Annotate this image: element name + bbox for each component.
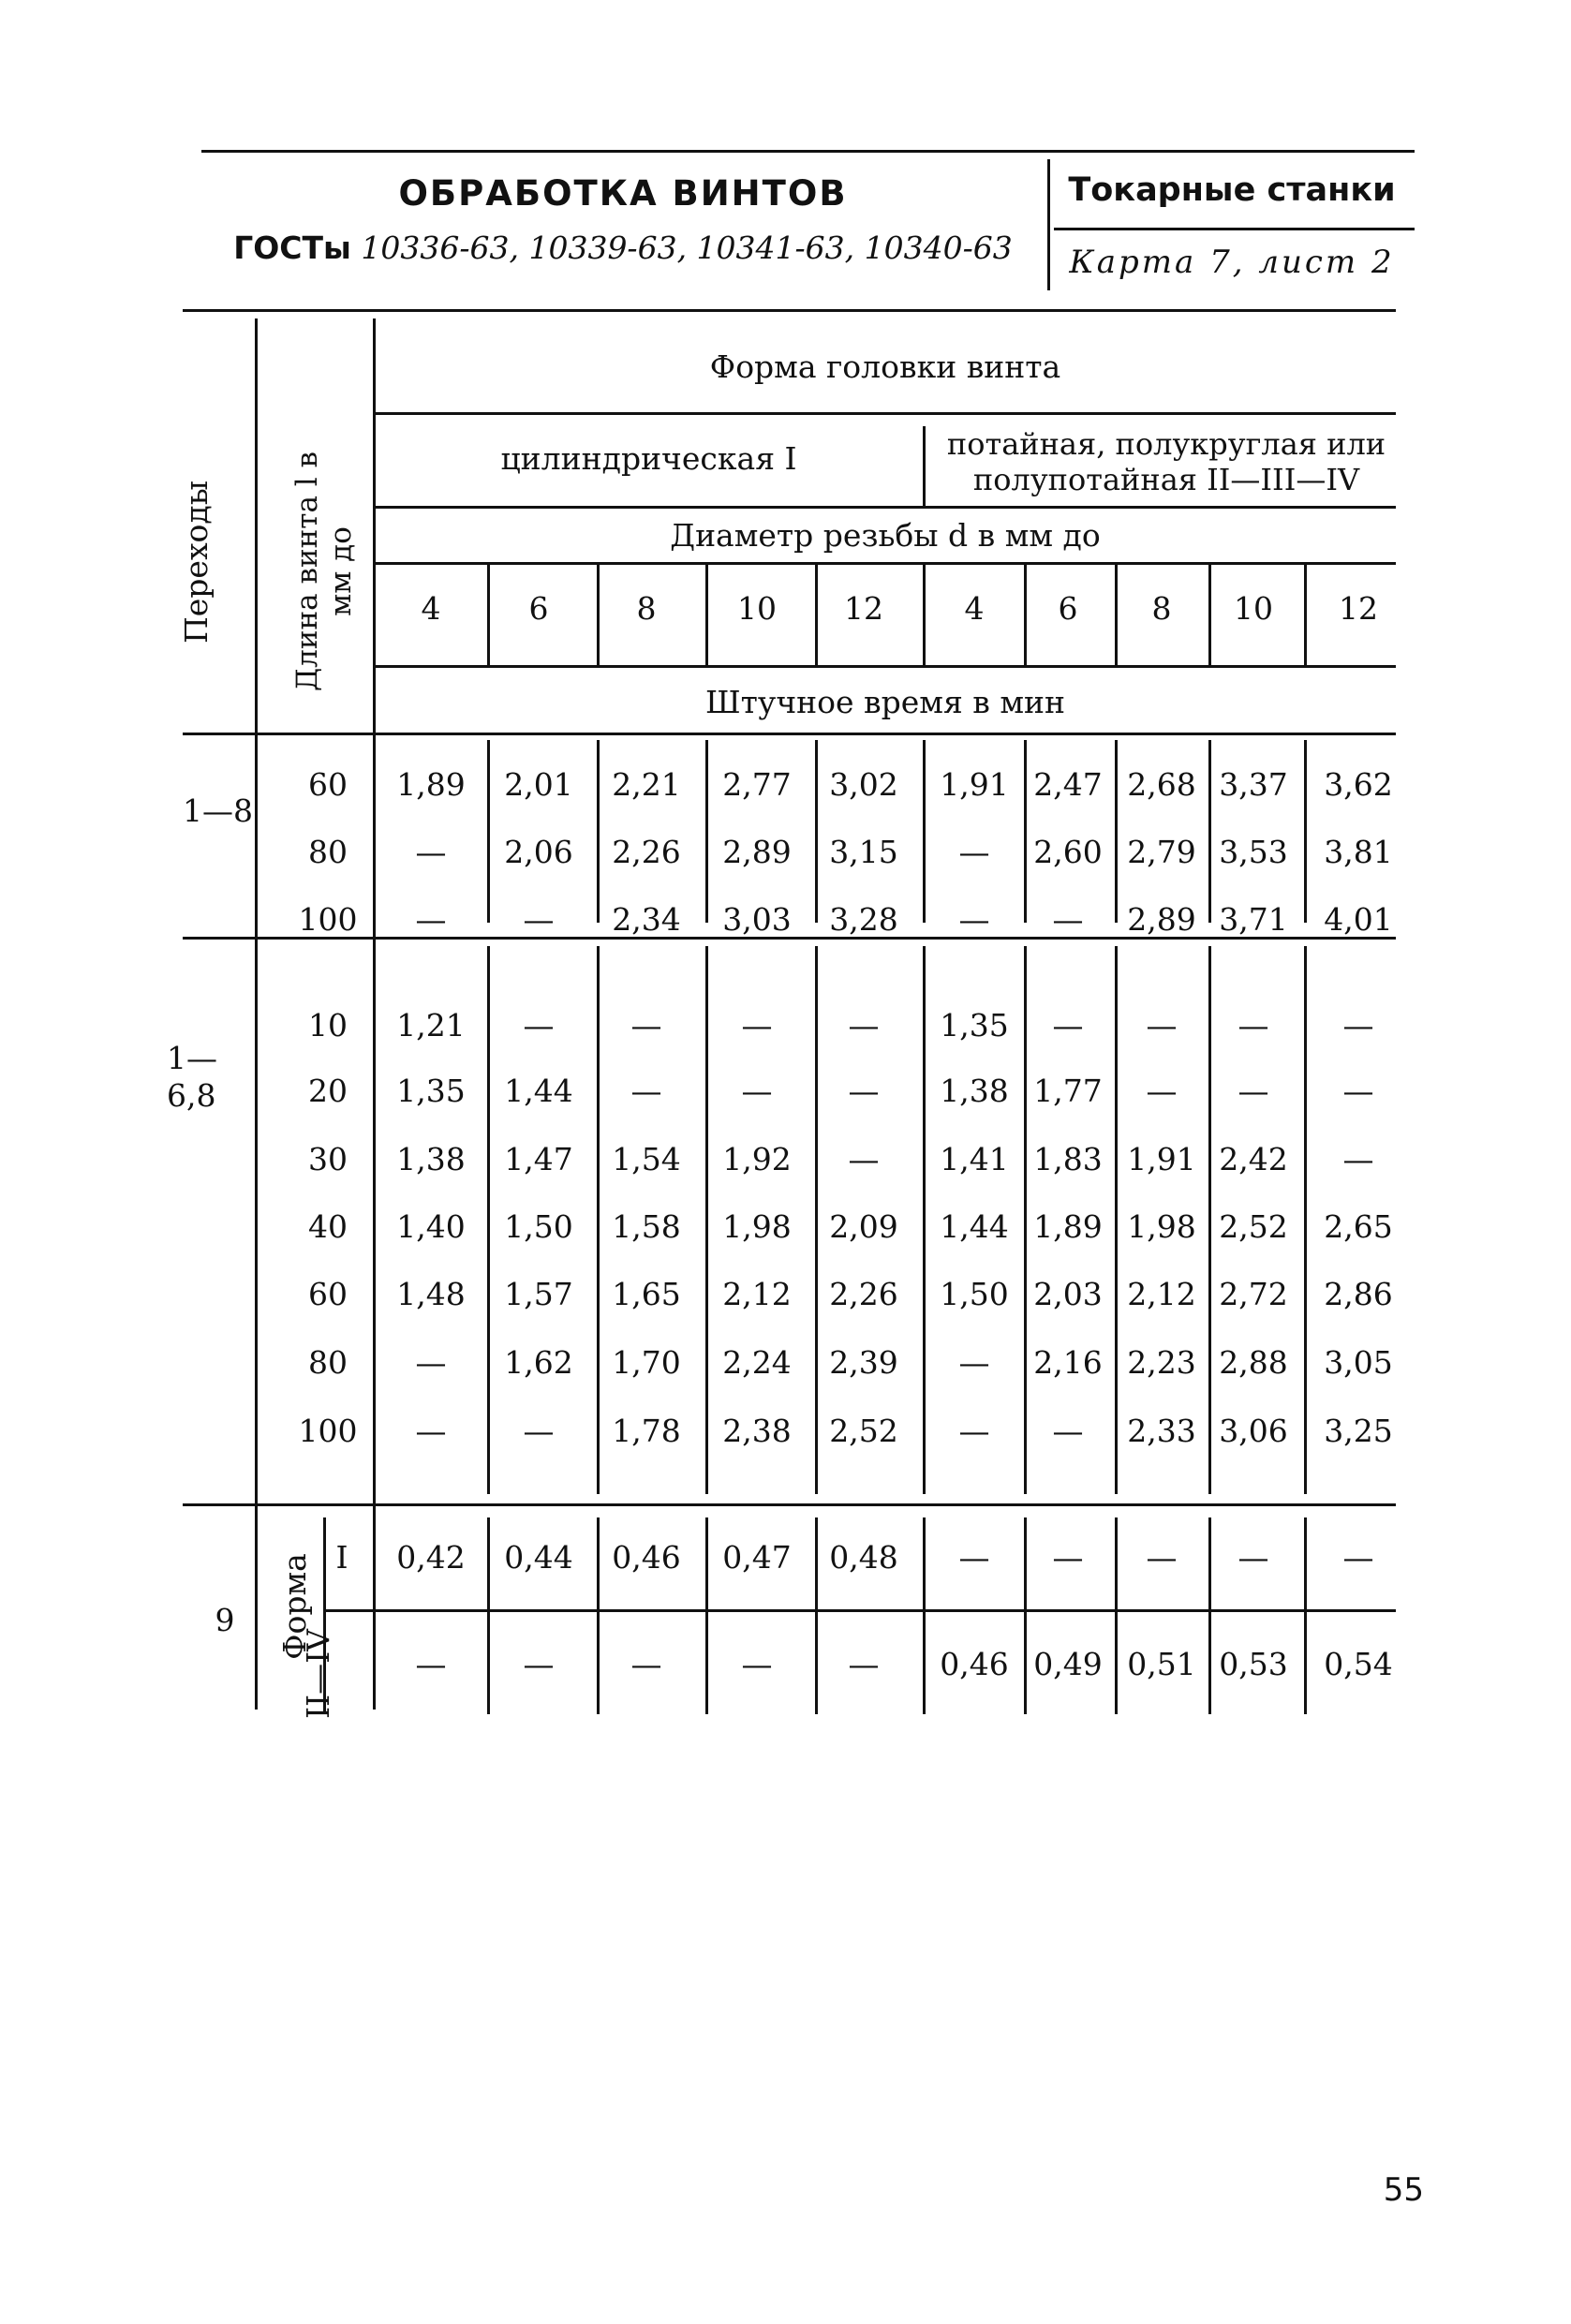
time-value: — [1052,901,1084,938]
time-value: — [741,1646,773,1682]
time-value: 3,05 [1324,1344,1393,1381]
time-value: 1,50 [504,1208,573,1245]
head-form-header: Форма головки винта [709,348,1061,385]
time-value: — [958,1344,990,1381]
diameter-value: 4 [964,590,985,627]
time-value: 1,70 [612,1344,681,1381]
length-value: 100 [298,1413,358,1449]
diameter-value: 8 [636,590,657,627]
time-value: — [1238,1539,1269,1576]
time-value: 0,42 [396,1539,466,1576]
gost-numbers: 10336-63, 10339-63, 10341-63, 10340-63 [361,229,1013,266]
time-value: 2,39 [829,1344,898,1381]
diameter-header: Диаметр резьбы d в мм до [670,517,1101,554]
time-value: — [958,834,990,870]
time-value: 0,47 [722,1539,792,1576]
column-divider [705,562,708,665]
time-value: 2,34 [612,901,681,938]
time-value: — [958,901,990,938]
time-value: — [1146,1007,1178,1044]
time-value: 2,12 [722,1276,792,1312]
time-value: 1,38 [396,1141,466,1177]
time-value: — [630,1646,662,1682]
time-value: 2,16 [1033,1344,1103,1381]
time-value: 3,28 [829,901,898,938]
time-value: — [630,1073,662,1109]
time-value: 0,44 [504,1539,573,1576]
time-value: 3,06 [1219,1413,1288,1449]
time-value: 2,26 [612,834,681,870]
time-value: 3,71 [1219,901,1288,938]
time-value: — [415,901,447,938]
time-value: — [630,1007,662,1044]
time-value: 1,65 [612,1276,681,1312]
form-sublabel: Форма [276,1553,313,1660]
diameter-value: 6 [1058,590,1078,627]
time-value: 3,25 [1324,1413,1393,1449]
diameter-value: 4 [421,590,441,627]
time-value: 2,23 [1127,1344,1196,1381]
time-value: 3,81 [1324,834,1393,870]
time-value: 0,54 [1324,1646,1393,1682]
time-value: 1,89 [396,766,466,803]
transitions-header: Переходы [178,480,215,644]
time-value: — [1052,1539,1084,1576]
time-value: — [958,1539,990,1576]
gost-line [201,229,1045,266]
length-value: 20 [308,1073,348,1109]
length-value: I [335,1539,348,1576]
time-value: 2,52 [1219,1208,1288,1245]
time-value: 0,51 [1127,1646,1196,1682]
time-value: 1,58 [612,1208,681,1245]
length-value: 10 [308,1007,348,1044]
time-value: 1,62 [504,1344,573,1381]
time-value: — [848,1073,880,1109]
page-number: 55 [1383,2171,1424,2209]
time-value: — [523,1646,555,1682]
time-value: 2,89 [1127,901,1196,938]
machine-type: Токарные станки [1068,171,1396,209]
time-value: 3,62 [1324,766,1393,803]
time-value: 2,38 [722,1413,792,1449]
length-value: 80 [308,834,348,870]
countersunk-group-header: потайная, полукруглая или полупотайная II—III—IV [946,426,1386,497]
time-value: — [523,1007,555,1044]
column-divider [487,562,490,665]
time-value: — [415,834,447,870]
time-value: — [1238,1007,1269,1044]
time-value: — [741,1007,773,1044]
time-value: 2,60 [1033,834,1103,870]
time-value: 0,48 [829,1539,898,1576]
time-value: — [1238,1073,1269,1109]
time-value: 1,38 [940,1073,1009,1109]
column-divider [923,562,926,665]
diameter-value: 10 [737,590,777,627]
time-value: 4,01 [1324,901,1393,938]
time-value: 2,42 [1219,1141,1288,1177]
time-value: 1,57 [504,1276,573,1312]
time-value: 0,49 [1033,1646,1103,1682]
time-value: 2,12 [1127,1276,1196,1312]
time-value: 2,88 [1219,1344,1288,1381]
time-value: — [415,1344,447,1381]
time-value: — [848,1646,880,1682]
time-value: 3,37 [1219,766,1288,803]
time-value: 2,24 [722,1344,792,1381]
cylindrical-group-header: цилиндрическая I [500,440,797,477]
time-value: 2,77 [722,766,792,803]
time-value: 1,92 [722,1141,792,1177]
time-value: — [741,1073,773,1109]
diameter-value: 10 [1234,590,1273,627]
time-value: 2,47 [1033,766,1103,803]
time-value: 2,89 [722,834,792,870]
time-value: — [1052,1413,1084,1449]
time-value: 2,33 [1127,1413,1196,1449]
time-value: 1,89 [1033,1208,1103,1245]
time-value: 2,09 [829,1208,898,1245]
time-value: 1,44 [940,1208,1009,1245]
time-value: 0,46 [612,1539,681,1576]
time-value: 1,50 [940,1276,1009,1312]
length-value: II—IV [300,1629,336,1719]
time-value: — [1146,1539,1178,1576]
time-value: 1,83 [1033,1141,1103,1177]
time-value: 1,78 [612,1413,681,1449]
time-value: — [1342,1073,1374,1109]
time-value: 1,77 [1033,1073,1103,1109]
diameter-value: 12 [844,590,883,627]
column-divider [1304,562,1307,665]
section-label: 1—8 [183,792,253,829]
section-label: 9 [215,1602,235,1638]
time-unit-header: Штучное время в мин [705,684,1065,720]
time-value: — [1342,1141,1374,1177]
time-value: — [848,1007,880,1044]
time-value: 2,06 [504,834,573,870]
time-value: 3,03 [722,901,792,938]
time-value: 1,91 [1127,1141,1196,1177]
time-value: 2,03 [1033,1276,1103,1312]
time-value: — [848,1141,880,1177]
time-value: 1,35 [940,1007,1009,1044]
time-value: 1,21 [396,1007,466,1044]
time-value: 2,21 [612,766,681,803]
time-value: — [415,1413,447,1449]
time-value: 1,44 [504,1073,573,1109]
length-value: 80 [308,1344,348,1381]
length-value: 60 [308,1276,348,1312]
time-value: 2,79 [1127,834,1196,870]
length-header: Длина винта l в мм до [290,451,358,692]
time-value: 3,15 [829,834,898,870]
time-value: 1,35 [396,1073,466,1109]
time-value: 2,65 [1324,1208,1393,1245]
gost-label: ГОСТы [233,229,351,266]
diameter-value: 6 [528,590,549,627]
time-value: 0,46 [940,1646,1009,1682]
length-value: 100 [298,901,358,938]
time-value: 2,72 [1219,1276,1288,1312]
time-value: — [1052,1007,1084,1044]
time-value: — [415,1646,447,1682]
time-value: 2,26 [829,1276,898,1312]
length-value: 30 [308,1141,348,1177]
time-value: 2,68 [1127,766,1196,803]
time-value: 3,53 [1219,834,1288,870]
time-value: — [958,1413,990,1449]
time-value: 1,98 [1127,1208,1196,1245]
time-value: — [1146,1073,1178,1109]
time-value: 1,40 [396,1208,466,1245]
time-value: 2,52 [829,1413,898,1449]
length-value: 40 [308,1208,348,1245]
time-value: 1,98 [722,1208,792,1245]
time-value: 3,02 [829,766,898,803]
diameter-value: 8 [1151,590,1172,627]
time-value: 2,01 [504,766,573,803]
diameter-value: 12 [1339,590,1378,627]
card-sheet: Карта 7, лист 2 [1069,244,1395,281]
section-label: 1—6,8 [167,1040,217,1114]
document-title: ОБРАБОТКА ВИНТОВ [398,173,848,214]
time-value: — [523,1413,555,1449]
time-value: 0,53 [1219,1646,1288,1682]
time-value: — [523,901,555,938]
length-value: 60 [308,766,348,803]
time-value: 1,91 [940,766,1009,803]
time-value: 1,41 [940,1141,1009,1177]
time-value: 1,48 [396,1276,466,1312]
time-value: 2,86 [1324,1276,1393,1312]
time-value: — [1342,1007,1374,1044]
time-value: 1,47 [504,1141,573,1177]
time-value: 1,54 [612,1141,681,1177]
time-value: — [1342,1539,1374,1576]
